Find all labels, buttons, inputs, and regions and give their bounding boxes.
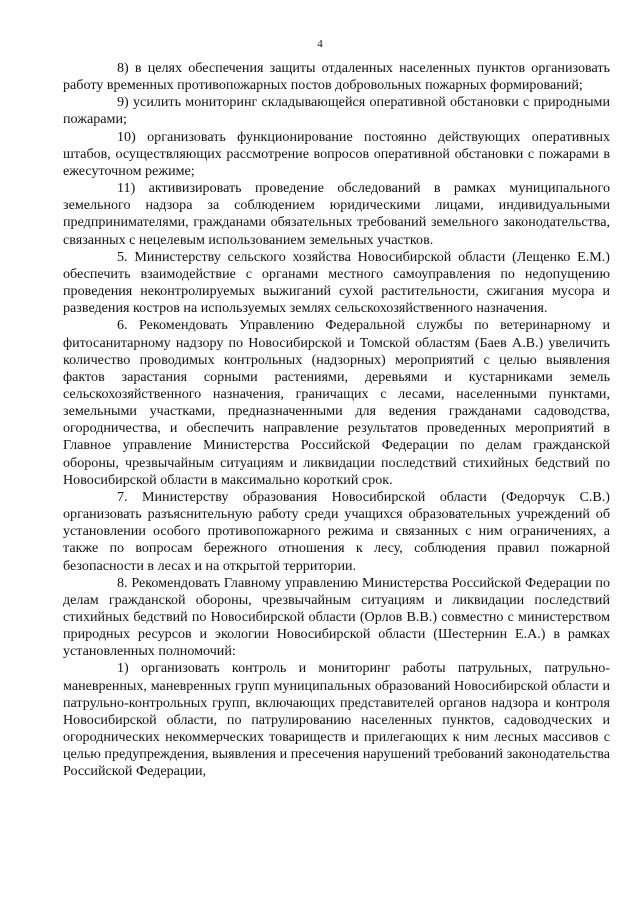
paragraph-section-5-agriculture: 5. Министерству сельского хозяйства Новосибирской области (Лещенко Е.М.) обеспечить взаимодействие с органами местного самоуправления по недопущению проведения неконтролируемых выжиганий сухой растительности, сжигания мусора и разведения костров на используемых землях сельскохозяйственного назначения. — [63, 248, 610, 317]
paragraph-section-8-emergencies: 8. Рекомендовать Главному управлению Министерства Российской Федерации по делам гражданской обороны, чрезвычайным ситуациям и ликвидации последствий стихийных бедствий по Новосибирской области (Орлов В.В.) совместно с министерством природных ресурсов и экологии Новосибирской области (Шестернин Е.А.) в рамках установленных полномочий: — [63, 574, 610, 660]
paragraph-item-8-patrol-posts: 8) в целях обеспечения защиты отдаленных населенных пунктов организовать работу временных противопожарных постов добровольных пожарных формирований; — [63, 60, 610, 94]
paragraph-section-6-rosselkhoznadzor: 6. Рекомендовать Управлению Федеральной службы по ветеринарному и фитосанитарному надзору по Новосибирской и Томской областям (Баев А.В.) увеличить количество проводимых контрольных (надзорных) мероприятий с целью выявления фактов зарастания сорными растениями, деревьями и кустарниками земель сельскохозяйственного назначения, граничащих с лесами, населенными пунктами, земельными участками, предназначенными для ведения гражданами садоводства, огородничества, и обеспечить направление результатов проведенных мероприятий в Главное управление Министерства Российской Федерации по делам гражданской обороны, чрезвычайным ситуациям и ликвидации последствий стихийных бедствий по Новосибирской области в максимально короткий срок. — [63, 317, 610, 488]
paragraph-item-11-land-inspection: 11) активизировать проведение обследований в рамках муниципального земельного надзора за соблюдением юридическими лицами, индивидуальными предпринимателями, гражданами обязательных требований земельного законодательства, связанных с нецелевым использованием земельных участков. — [63, 180, 610, 248]
paragraph-item-9-monitoring: 9) усилить мониторинг складывающейся оперативной обстановки с природными пожарами; — [63, 94, 610, 128]
document-body — [63, 60, 610, 781]
paragraph-item-1-patrol-control: 1) организовать контроль и мониторинг работы патрульных, патрульно-маневренных, маневренных групп муниципальных образований Новосибирской области и патрульно-контрольных групп, включающих представителей органов надзора и контроля Новосибирской области, по патрулированию населенных пунктов, садоводческих и огороднических некоммерческих товариществ и прилегающих к ним лесных массивов с целью предупреждения, выявления и пресечения нарушений требований законодательства Российской Федерации, — [63, 660, 610, 780]
paragraph-item-10-operational-staff: 10) организовать функционирование постоянно действующих оперативных штабов, осуществляющих рассмотрение вопросов оперативной обстановки с пожарами в ежесуточном режиме; — [63, 128, 610, 179]
page-number: 4 — [317, 38, 323, 50]
paragraph-section-7-education: 7. Министерству образования Новосибирской области (Федорчук С.В.) организовать разъяснительную работу среди учащихся образовательных учреждений об установлении особого противопожарного режима и связанных с ним ограничениях, а также по вопросам бережного отношения к лесу, соблюдения правил пожарной безопасности в лесах и на открытой территории. — [63, 488, 610, 574]
